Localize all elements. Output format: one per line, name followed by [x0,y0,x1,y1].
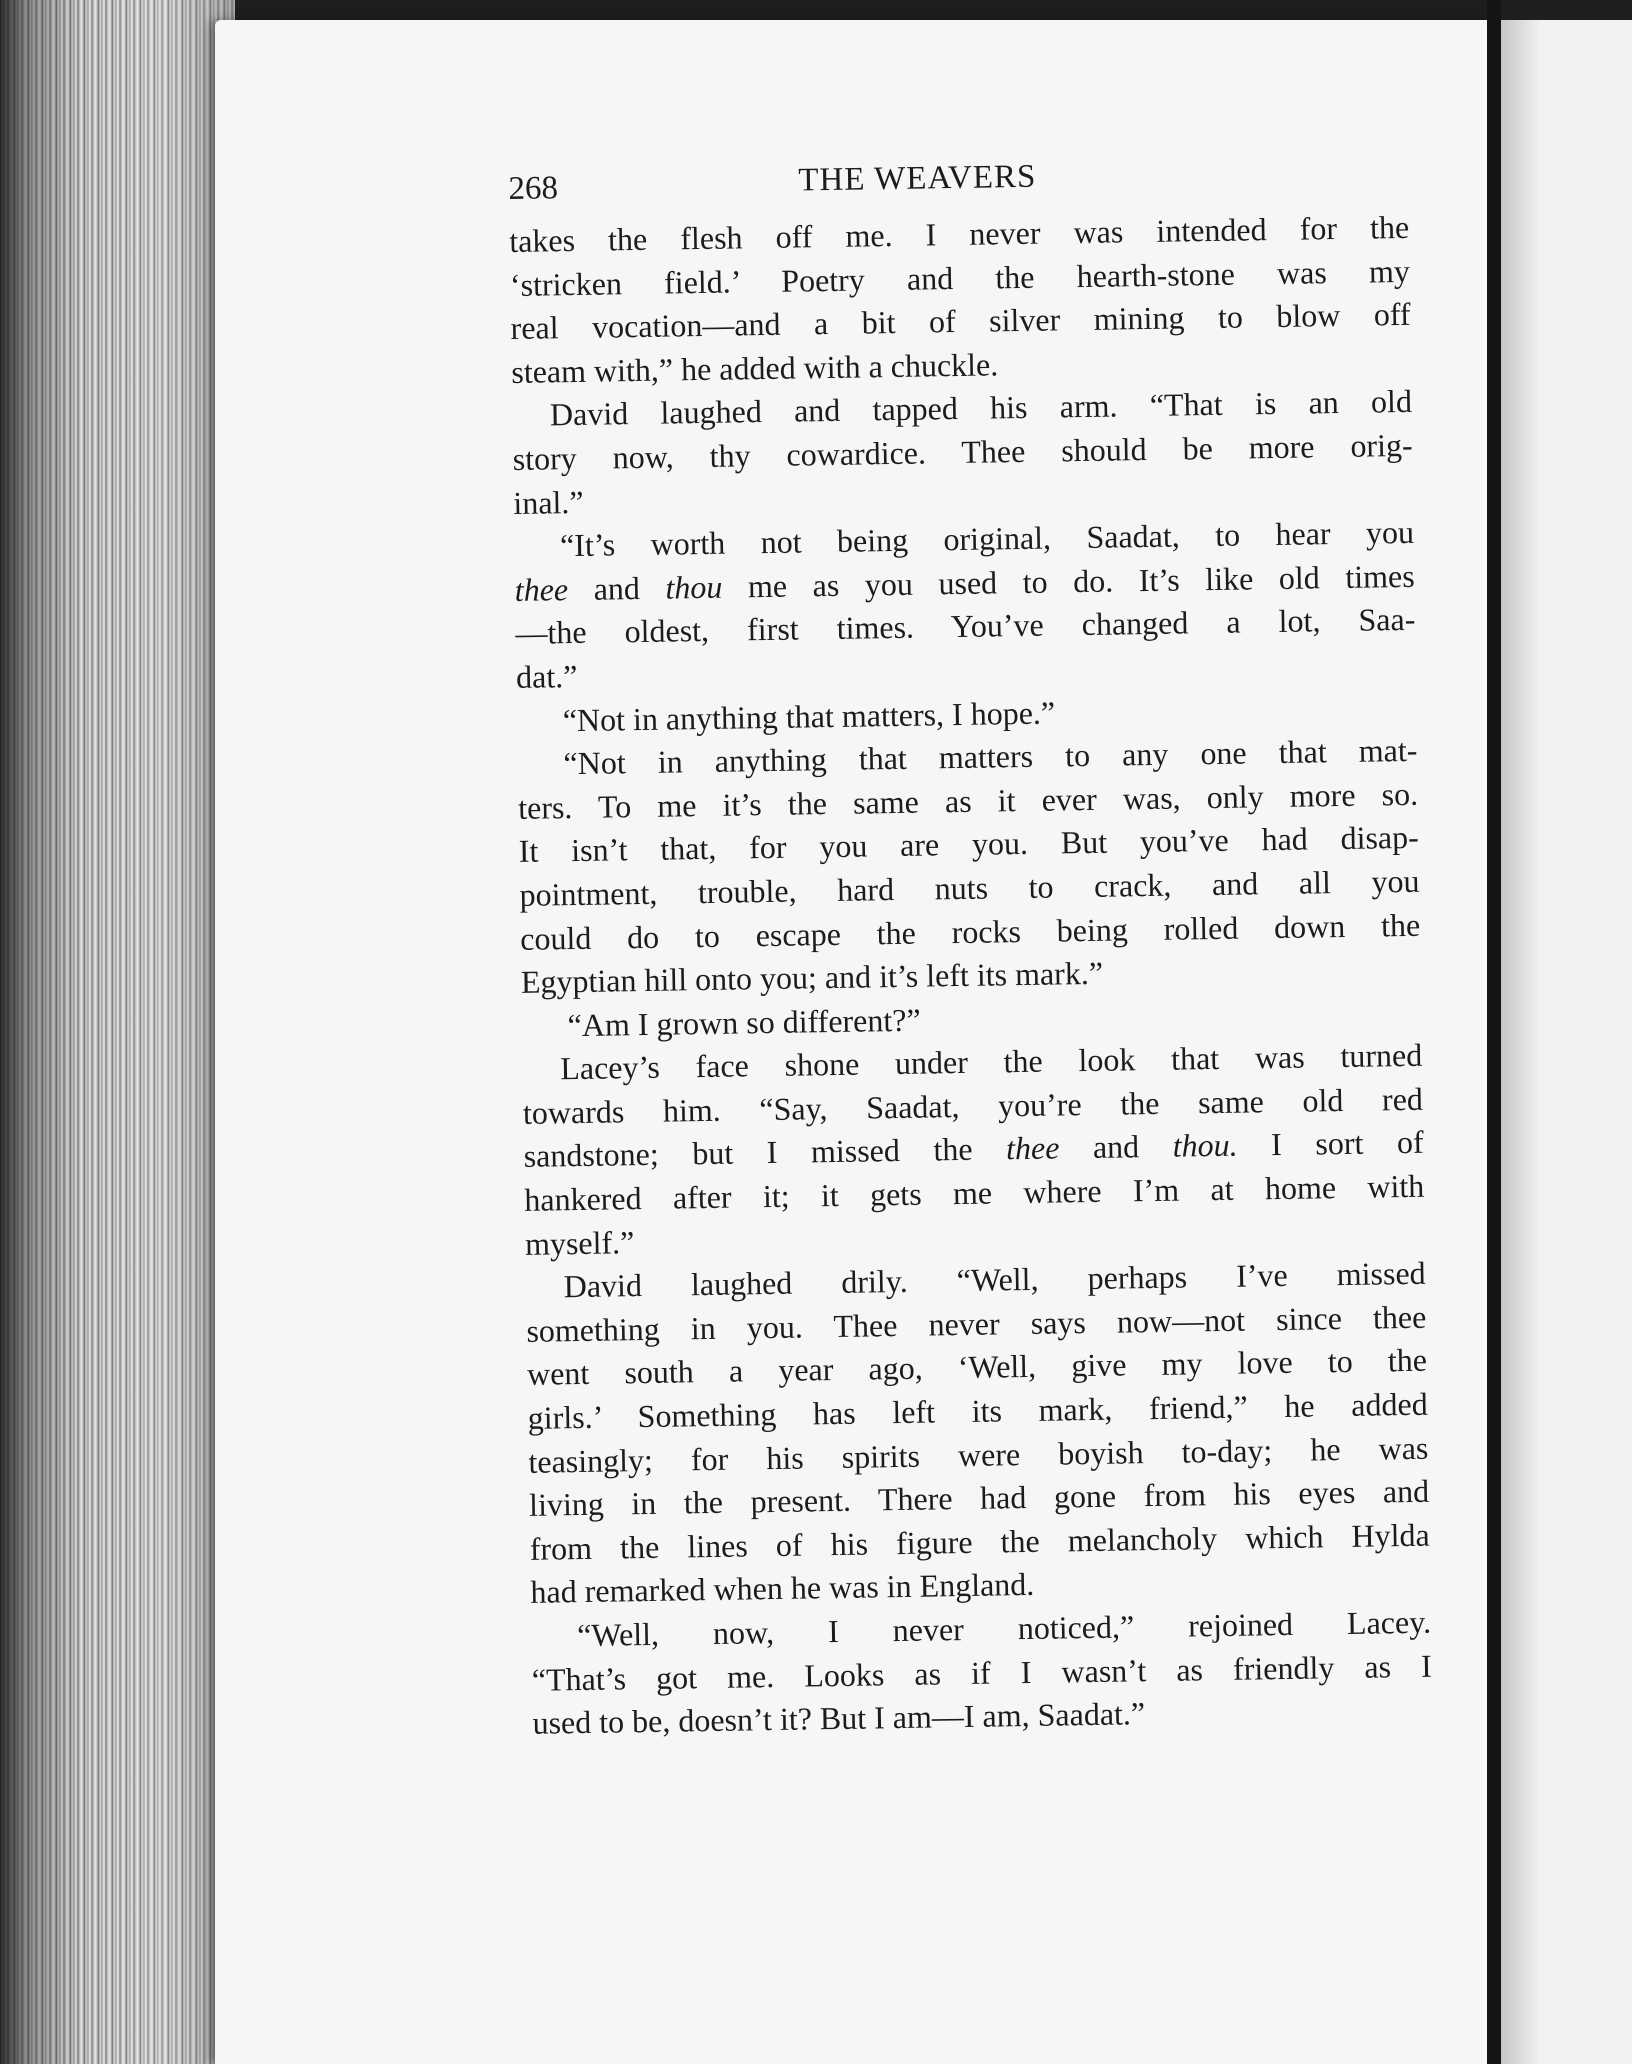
text-span: and [567,569,666,607]
text-line: went south a year ago, ‘Well, give my love to the [526,1342,1428,1393]
text-line: takes the flesh off me. I never was intended for the [508,208,1410,259]
text-line: had remarked when he was in England. [530,1566,1035,1611]
text-line: ters. To me it’s the same as it ever was, only more so. [517,775,1419,826]
text-line: could do to escape the rocks being rolled down the [519,906,1421,957]
text-line: “Am I grown so different?” [567,1001,921,1043]
text-line: pointment, trouble, hard nuts to crack, and all you [519,862,1420,913]
italic-word: thee [1005,1129,1060,1167]
text-span: sandstone; but I missed the [523,1130,1007,1175]
text-line: “Not in anything that matters to any one that mat- [563,731,1418,782]
text-line: Lacey’s face shone under the look that was turned [559,1037,1423,1087]
text-line: real vocation—and a bit of silver mining to blow off [510,296,1411,347]
text-line: “It’s worth not being original, Saadat, to hear you [559,513,1415,564]
facing-page-shadow [1501,20,1541,2064]
text-line: Egyptian hill onto you; and it’s left its mark.” [520,954,1104,1000]
text-line: steam with,” he added with a chuckle. [511,346,999,390]
page-number: 268 [508,170,559,207]
text-line: used to be, doesn’t it? But I am—I am, Saadat.” [532,1695,1146,1741]
text-line: towards him. “Say, Saadat, you’re the same old red [522,1080,1424,1131]
book-binding [1487,0,1501,2064]
text-line: “Well, now, I never noticed,” rejoined Lacey. [576,1603,1432,1654]
text-line: hankered after it; it gets me where I’m at home with [524,1167,1425,1218]
text-line: —the oldest, first times. You’ve changed a lot, Saa- [515,601,1416,652]
text-line: David laughed and tapped his arm. “That is an old [549,383,1413,433]
page-edges [0,0,235,2064]
text-line: from the lines of his figure the melancholy which Hylda [529,1516,1430,1567]
text-line: It isn’t that, for you are you. But you’ve had disap- [518,819,1420,870]
text-block [508,146,1433,1746]
text-line: “Not in anything that matters, I hope.” [562,694,1056,738]
text-line: teasingly; for his spirits were boyish to-day; he was [528,1429,1429,1480]
text-line: dat.” [515,657,578,695]
text-line: girls.’ Something has left its mark, friend,” he added [527,1385,1428,1436]
text-line: something in you. Thee never says now—not since thee [526,1298,1427,1349]
text-line: story now, thy cowardice. Thee should be more orig- [512,426,1413,477]
text-line: ‘stricken field.’ Poetry and the hearth-stone was my [509,252,1411,303]
italic-word: thee [514,570,569,608]
running-title: THE WEAVERS [798,158,1037,199]
italic-word: thou [665,568,723,606]
text-span: me as you used to do. It’s like old times [722,557,1415,605]
text-line: myself.” [524,1223,635,1262]
text-span: and [1059,1128,1173,1166]
text-line: David laughed drily. “Well, perhaps I’ve missed [563,1254,1426,1305]
text-line: inal.” [513,483,584,521]
italic-word: thou. [1172,1127,1238,1165]
text-line: “That’s got me. Looks as if I wasn’t as friendly as I [531,1647,1433,1698]
text-line: living in the present. There had gone from his eyes and [528,1472,1430,1524]
text-span: I sort of [1237,1124,1424,1164]
